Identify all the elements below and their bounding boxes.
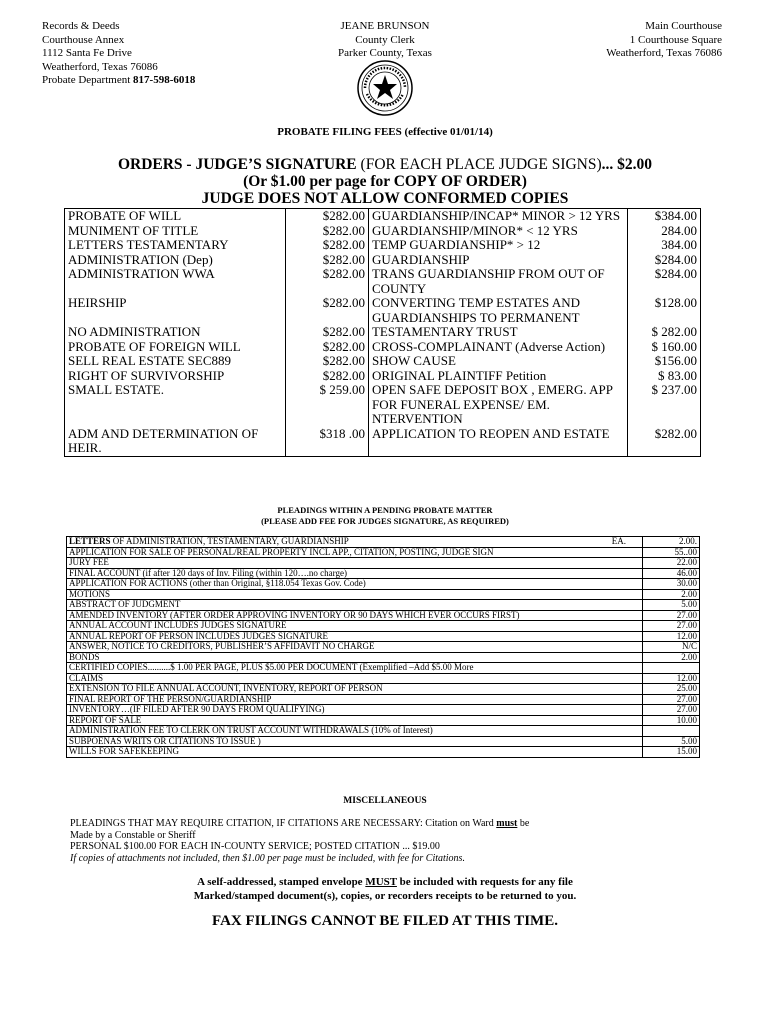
fee-amount: $282.00 [285, 340, 368, 355]
address-line: 1 Courthouse Square [629, 33, 722, 46]
orders-line-3: JUDGE DOES NOT ALLOW CONFORMED COPIES [201, 190, 569, 207]
misc-line: PERSONAL $100.00 FOR EACH IN-COUNTY SERVICE; POSTED CITATION ... $19.00 [70, 841, 440, 852]
pleading-item [67, 589, 643, 600]
sase-line: Marked/stamped document(s), copies, or recorders receipts to be returned to you. [193, 889, 577, 902]
fee-amount: 384.00 [628, 238, 701, 253]
orders-line-1 [0, 156, 770, 173]
pleading-row [67, 600, 700, 611]
fee-row [65, 209, 701, 224]
pleading-text: CLAIMS [69, 672, 104, 683]
address-line: 1112 Santa Fe Drive [42, 47, 132, 59]
pleading-item [67, 579, 643, 590]
fee-row [65, 267, 701, 296]
pleading-row [67, 673, 700, 684]
clerk-name: JEANE BRUNSON [340, 20, 430, 32]
fee-row [65, 427, 701, 457]
fee-item: PROBATE OF WILL [65, 209, 286, 224]
pleading-item [67, 726, 643, 737]
pleading-row [67, 747, 700, 758]
pleading-text: ANSWER, NOTICE TO CREDITORS, PUBLISHER’S AFFIDAVIT NO CHARGE [69, 641, 375, 651]
misc-must: must [496, 818, 518, 829]
pleading-fee: 27.00 [643, 621, 700, 632]
pleading-text: BONDS [69, 651, 100, 662]
pleading-fee: 5.00 [643, 600, 700, 611]
pleading-item [67, 694, 643, 705]
fee-item: MUNIMENT OF TITLE [65, 224, 286, 239]
fee-row [65, 369, 701, 384]
misc-text: be [517, 818, 530, 829]
fee-amount: $284.00 [628, 253, 701, 268]
pleading-fee: 12.00 [643, 631, 700, 642]
orders-fee: ... $2.00 [601, 156, 653, 173]
county: Parker County, Texas [338, 47, 432, 59]
fee-amount: $ 259.00 [285, 383, 368, 427]
pleading-fee: 30.00 [643, 579, 700, 590]
fee-item: HEIRSHIP [65, 296, 286, 325]
fee-amount: $282.00 [285, 267, 368, 296]
pleading-fee: 2.00 [643, 652, 700, 663]
pleadings-table [66, 536, 700, 758]
misc-note: If copies of attachments not included, then $1.00 per page must be included, with fee for Citations. [70, 852, 465, 864]
pleading-item [67, 600, 643, 611]
address-line: Weatherford, Texas 76086 [42, 60, 158, 73]
pleading-text: ANNUAL ACCOUNT INCLUDES JUDGES SIGNATURE [69, 620, 287, 630]
fee-item: ADMINISTRATION (Dep) [65, 253, 286, 268]
pleading-item [67, 547, 643, 558]
fee-item: NO ADMINISTRATION [65, 325, 286, 340]
fee-item: SELL REAL ESTATE SEC889 [65, 354, 286, 369]
pleading-text: WILLS FOR SAFEKEEPING [69, 746, 180, 756]
pleadings-heading: PLEADINGS WITHIN A PENDING PROBATE MATTER [277, 505, 493, 515]
pleading-fee: 5.00 [643, 736, 700, 747]
fee-item: ADM AND DETERMINATION OF HEIR. [65, 427, 286, 457]
sase-must: MUST [365, 876, 397, 888]
pleading-fee: 25.00 [643, 684, 700, 695]
fax-notice: FAX FILINGS CANNOT BE FILED AT THIS TIME. [212, 913, 558, 929]
pleading-fee: 22.00 [643, 558, 700, 569]
pleading-row [67, 537, 700, 548]
pleading-item [67, 621, 643, 632]
address-line: Courthouse Annex [42, 33, 125, 46]
fee-amount: $282.00 [285, 325, 368, 340]
fee-item: APPLICATION TO REOPEN AND ESTATE [368, 427, 627, 457]
pleading-text: SUBPOENAS WRITS OR CITATIONS TO ISSUE ) [69, 735, 261, 746]
probate-phone [42, 74, 195, 88]
sase-text: be included with requests for any file [396, 876, 573, 888]
misc-section [70, 818, 710, 864]
fee-item: ADMINISTRATION WWA [65, 267, 286, 296]
pleading-text: APPLICATION FOR SALE OF PERSONAL/REAL PROPERTY INCL APP., CITATION, POSTING, JUDGE SIGN [69, 546, 494, 557]
pleading-item [67, 558, 643, 569]
orders-line-2: (Or $1.00 per page for COPY OF ORDER) [243, 173, 527, 190]
fee-row [65, 325, 701, 340]
fee-amount: $ 237.00 [628, 383, 701, 427]
pleading-fee: 2.00. [643, 537, 700, 548]
pleading-item [67, 652, 643, 663]
pleading-item [67, 663, 643, 674]
pleading-row [67, 558, 700, 569]
fee-amount: $ 282.00 [628, 325, 701, 340]
fee-amount: $282.00 [285, 354, 368, 369]
pleading-text: ABSTRACT OF JUDGMENT [69, 599, 181, 609]
sase-text: A self-addressed, stamped envelope [197, 876, 366, 888]
fee-item: RIGHT OF SURVIVORSHIP [65, 369, 286, 384]
fee-amount: $384.00 [628, 209, 701, 224]
fee-amount: $ 160.00 [628, 340, 701, 355]
fee-amount: $156.00 [628, 354, 701, 369]
pleading-row [67, 621, 700, 632]
pleading-row [67, 726, 700, 737]
fee-amount: $282.00 [285, 238, 368, 253]
pleading-item [67, 747, 643, 758]
misc-line: Made by a Constable or Sheriff [70, 829, 196, 841]
address-line: Main Courthouse [645, 20, 722, 32]
pleading-text: FINAL REPORT OF THE PERSON/GUARDIANSHIP [69, 693, 272, 704]
fee-item: LETTERS TESTAMENTARY [65, 238, 286, 253]
pleading-row [67, 652, 700, 663]
pleading-text: MOTIONS [69, 588, 111, 599]
pleading-text: INVENTORY…(IF FILED AFTER 90 DAYS FROM QUALIFYING) [69, 704, 325, 714]
fee-item: TESTAMENTARY TRUST [368, 325, 627, 340]
fee-item: ORIGINAL PLAINTIFF Petition [368, 369, 627, 384]
orders-note: (FOR EACH PLACE JUDGE SIGNS) [360, 156, 602, 173]
pleading-text: JURY FEE [69, 557, 109, 567]
pleading-text: APPLICATION FOR ACTIONS (other than Original, §118.054 Texas Gov. Code) [69, 578, 366, 588]
fee-item: TEMP GUARDIANSHIP* > 12 [368, 238, 627, 253]
pleading-row [67, 631, 700, 642]
courthouse-address [606, 20, 722, 61]
pleading-fee: 2.00 [643, 589, 700, 600]
pleading-fee: 27.00 [643, 694, 700, 705]
pleading-fee: 46.00 [643, 568, 700, 579]
phone-label: Probate Department [42, 74, 134, 86]
pleadings-title [0, 505, 770, 527]
pleading-fee [643, 726, 700, 737]
pleading-bold: LETTERS [69, 536, 111, 546]
pleading-fee: 27.00 [643, 610, 700, 621]
pleading-item [67, 631, 643, 642]
pleading-text: ANNUAL REPORT OF PERSON INCLUDES JUDGES SIGNATURE [69, 630, 328, 641]
fee-amount: 284.00 [628, 224, 701, 239]
misc-title: MISCELLANEOUS [343, 796, 427, 806]
pleading-text: FINAL ACCOUNT (if after 120 days of Inv. Filing (within 120….no charge) [69, 567, 347, 578]
pleading-row [67, 715, 700, 726]
misc-text: PLEADINGS THAT MAY REQUIRE CITATION, IF CITATIONS ARE NECESSARY: Citation on Ward [70, 818, 497, 829]
fee-item: CONVERTING TEMP ESTATES AND GUARDIANSHIPS TO PERMANENT [368, 296, 627, 325]
pleading-row [67, 736, 700, 747]
fee-row [65, 296, 701, 325]
fee-item: GUARDIANSHIP [368, 253, 627, 268]
filing-fees-table [64, 208, 701, 457]
pleading-item [67, 705, 643, 716]
fee-item: SHOW CAUSE [368, 354, 627, 369]
clerk-title: County Clerk [355, 33, 415, 46]
pleading-fee: N/C [643, 642, 700, 653]
pleading-unit: EA. [611, 536, 626, 546]
pleading-fee: 12.00 [643, 673, 700, 684]
pleading-fee: 55..00 [643, 547, 700, 558]
pleading-row [67, 579, 700, 590]
pleading-item [67, 610, 643, 621]
fee-item: OPEN SAFE DEPOSIT BOX , EMERG. APP FOR FUNERAL EXPENSE/ EM. NTERVENTION [368, 383, 627, 427]
pleading-text: ADMINISTRATION FEE TO CLERK ON TRUST ACCOUNT WITHDRAWALS (10% of Interest) [69, 725, 433, 735]
pleading-item [67, 715, 643, 726]
pleading-text: EXTENSION TO FILE ANNUAL ACCOUNT, INVENTORY, REPORT OF PERSON [69, 683, 383, 693]
sase-line [0, 876, 770, 890]
misc-line [70, 818, 710, 830]
pleading-fee [643, 663, 700, 674]
fee-row [65, 238, 701, 253]
pleading-fee: 10.00 [643, 715, 700, 726]
pleading-item [67, 568, 643, 579]
orders-notice [0, 156, 770, 207]
fee-amount: $318 .00 [285, 427, 368, 457]
address-line: Records & Deeds [42, 20, 120, 32]
fee-row [65, 224, 701, 239]
fee-amount: $282.00 [285, 253, 368, 268]
pleading-item [67, 642, 643, 653]
pleading-row [67, 610, 700, 621]
fee-amount: $ 83.00 [628, 369, 701, 384]
pleading-row [67, 694, 700, 705]
pleading-text: REPORT OF SALE [69, 714, 142, 725]
fee-item: SMALL ESTATE. [65, 383, 286, 427]
orders-label: ORDERS - JUDGE’S SIGNATURE [117, 156, 361, 173]
fee-amount: $282.00 [628, 427, 701, 457]
pleading-item [67, 684, 643, 695]
fee-item: PROBATE OF FOREIGN WILL [65, 340, 286, 355]
address-line: Weatherford, Texas 76086 [606, 47, 722, 59]
pleading-row [67, 547, 700, 558]
fee-amount: $282.00 [285, 224, 368, 239]
fee-item: CROSS-COMPLAINANT (Adverse Action) [368, 340, 627, 355]
pleading-fee: 15.00 [643, 747, 700, 758]
fee-row [65, 253, 701, 268]
page-title: PROBATE FILING FEES (effective 01/01/14) [277, 126, 493, 138]
pleading-row [67, 568, 700, 579]
fee-amount: $128.00 [628, 296, 701, 325]
pleadings-subheading: (PLEASE ADD FEE FOR JUDGES SIGNATURE, AS REQUIRED) [261, 516, 509, 526]
pleading-text: OF ADMINISTRATION, TESTAMENTARY, GUARDIANSHIP [110, 536, 349, 546]
pleading-row [67, 663, 700, 674]
pleading-item [67, 736, 643, 747]
pleading-item [67, 537, 643, 548]
fee-item: TRANS GUARDIANSHIP FROM OUT OF COUNTY [368, 267, 627, 296]
phone-number: 817-598-6018 [133, 74, 196, 86]
county-seal-icon [357, 60, 413, 116]
fee-item: GUARDIANSHIP/INCAP* MINOR > 12 YRS [368, 209, 627, 224]
fee-amount: $282.00 [285, 369, 368, 384]
fee-item: GUARDIANSHIP/MINOR* < 12 YRS [368, 224, 627, 239]
pleading-fee: 27.00 [643, 705, 700, 716]
fee-row [65, 340, 701, 355]
fee-amount: $282.00 [285, 209, 368, 224]
fee-amount: $282.00 [285, 296, 368, 325]
sase-notice [0, 876, 770, 903]
fee-row [65, 383, 701, 427]
pleading-row [67, 705, 700, 716]
pleading-text: AMENDED INVENTORY (AFTER ORDER APPROVING INVENTORY OR 90 DAYS WHICH EVER OCCURS FIRST) [69, 609, 520, 620]
fee-amount: $284.00 [628, 267, 701, 296]
pleading-row [67, 589, 700, 600]
pleading-text: CERTIFIED COPIES..........$ 1.00 PER PAGE, PLUS $5.00 PER DOCUMENT (Exemplified –Add $5.00 More [69, 662, 474, 672]
fee-row [65, 354, 701, 369]
pleading-row [67, 642, 700, 653]
pleading-row [67, 684, 700, 695]
pleading-item [67, 673, 643, 684]
